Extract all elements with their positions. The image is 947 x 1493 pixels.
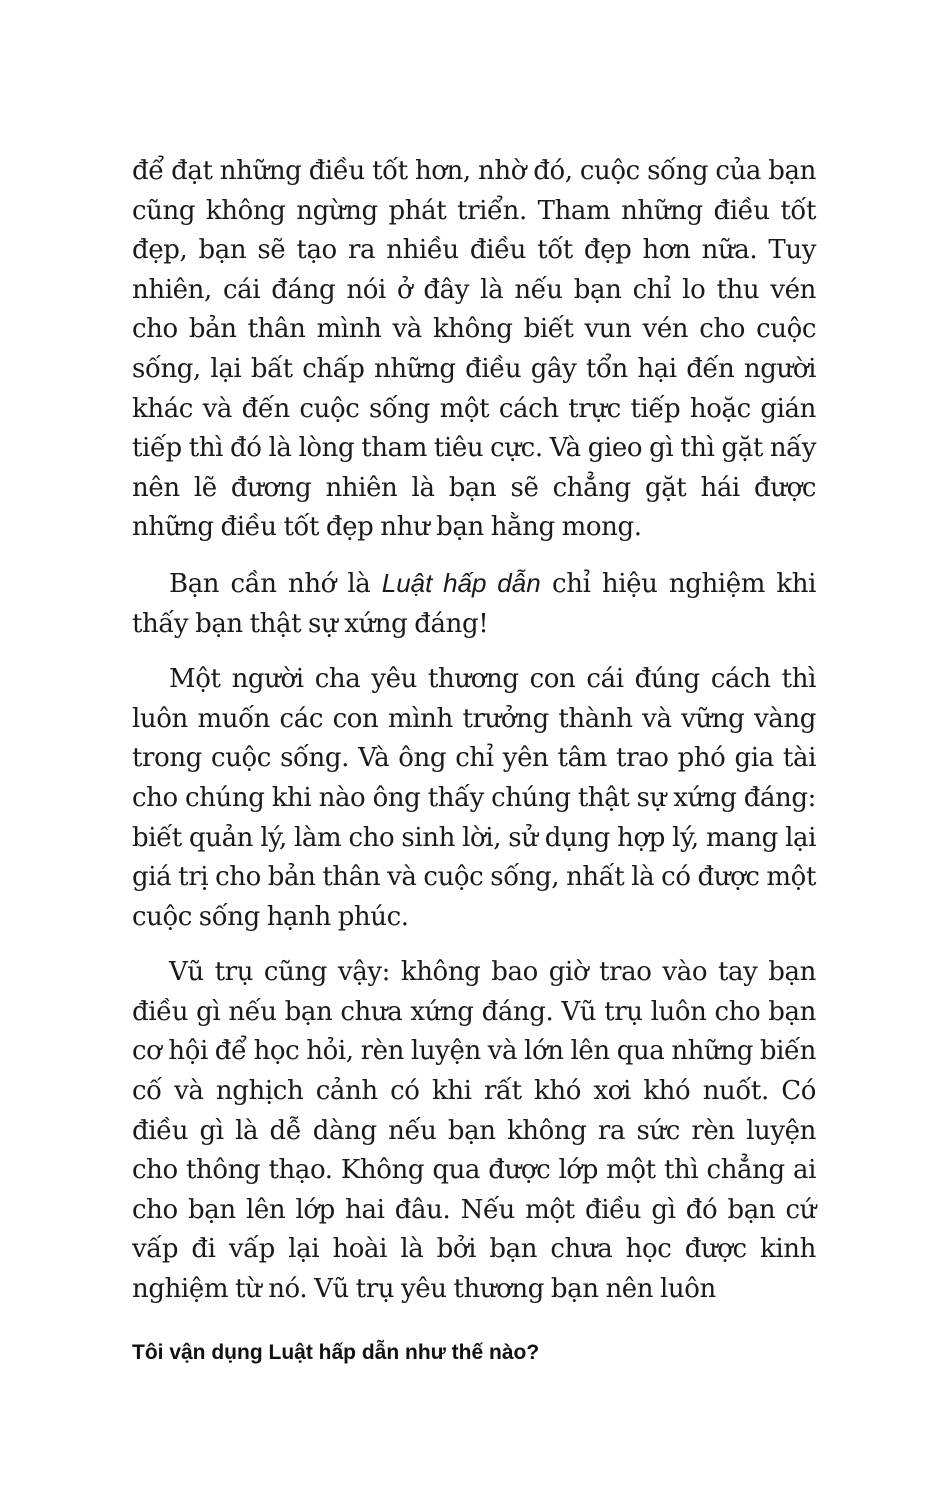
- paragraph-continuation: để đạt những điều tốt hơn, nhờ đó, cuộc sống của bạn cũng không ngừng phát triển. Tham những điều tốt đẹp, bạn sẽ tạo ra nhiều điều tốt đẹp hơn nữa. Tuy nhiên, cái đáng nói ở đây là nếu bạn chỉ lo thu vén cho bản thân mình và không biết vun vén cho cuộc sống, lại bất chấp những điều gây tổn hại đến người khác và đến cuộc sống một cách trực tiếp hoặc gián tiếp thì đó là lòng tham tiêu cực. Và gieo gì thì gặt nấy nên lẽ đương nhiên là bạn sẽ chẳng gặt hái được những điều tốt đẹp như bạn hằng mong.: [132, 156, 816, 543]
- paragraph-universe: Vũ trụ cũng vậy: không bao giờ trao vào tay bạn điều gì nếu bạn chưa xứng đáng. Vũ trụ luôn cho bạn cơ hội để học hỏi, rèn luyện và lớn lên qua những biến cố và nghịch cảnh có khi rất khó xơi khó nuốt. Có điều gì là dễ dàng nếu bạn không ra sức rèn luyện cho thông thạo. Không qua được lớp một thì chẳng ai cho bạn lên lớp hai đâu. Nếu một điều gì đó bạn cứ vấp đi vấp lại hoài là bởi bạn chưa học được kinh nghiệm từ nó. Vũ trụ yêu thương bạn nên luôn: [132, 957, 816, 1305]
- paragraph-father-analogy: Một người cha yêu thương con cái đúng cách thì luôn muốn các con mình trưởng thành và vững vàng trong cuộc sống. Và ông chỉ yên tâm trao phó gia tài cho chúng khi nào ông thấy chúng thật sự xứng đáng: biết quản lý, làm cho sinh lời, sử dụng hợp lý, mang lại giá trị cho bản thân và cuộc sống, nhất là có được một cuộc sống hạnh phúc.: [132, 664, 816, 932]
- running-footer-title: Tôi vận dụng Luật hấp dẫn như thế nào?: [132, 1341, 540, 1364]
- paragraph-text: Bạn cần nhớ là: [169, 568, 382, 599]
- law-of-attraction-term: Luật hấp dẫn: [381, 567, 541, 598]
- paragraph-law-reminder: [132, 564, 816, 644]
- body-text: [132, 152, 816, 1326]
- paragraph-text: chỉ hiệu nghiệm khi thấy bạn thật sự xứng đáng!: [132, 568, 816, 639]
